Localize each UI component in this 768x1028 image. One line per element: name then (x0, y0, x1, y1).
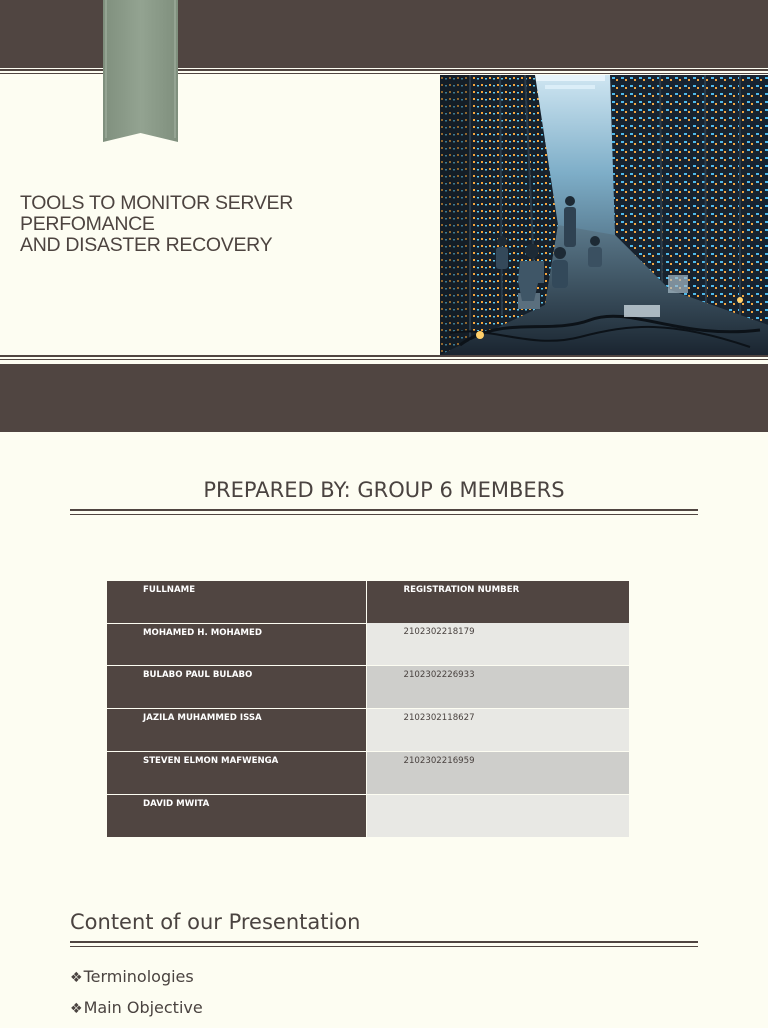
contents-rule (70, 941, 698, 943)
slide-title-line-1: TOOLS TO MONITOR SERVER PERFOMANCE (20, 192, 294, 235)
member-name: STEVEN ELMON MAFWENGA (107, 752, 366, 795)
table-row (107, 752, 629, 795)
slide-title (20, 193, 430, 256)
list-item (70, 997, 203, 1028)
list-item-label: Terminologies (83, 967, 194, 986)
slide-title-line-2: AND DISASTER RECOVERY (20, 234, 273, 256)
member-registration-number (366, 795, 629, 838)
table-header-row (107, 581, 629, 623)
bookmark-ribbon (103, 0, 178, 142)
contents-heading: Content of our Presentation (70, 910, 361, 934)
bottom-header-band (0, 364, 768, 432)
member-registration-number: 2102302216959 (366, 752, 629, 795)
diamond-bullet-icon: ❖ (70, 970, 83, 986)
server-room-photo (440, 75, 768, 355)
member-registration-number: 2102302118627 (366, 709, 629, 752)
registration-number-column-header: REGISTRATION NUMBER (366, 581, 629, 623)
contents-list (70, 966, 203, 1028)
table-row (107, 666, 629, 709)
table-row (107, 795, 629, 838)
member-name: DAVID MWITA (107, 795, 366, 838)
member-registration-number: 2102302226933 (366, 666, 629, 709)
member-name: MOHAMED H. MOHAMED (107, 623, 366, 666)
prepared-by-heading: PREPARED BY: GROUP 6 MEMBERS (203, 478, 565, 502)
bottom-divider-line (0, 355, 768, 357)
list-item-label: Main Objective (83, 998, 203, 1017)
group-members-table (107, 581, 629, 838)
member-name: BULABO PAUL BULABO (107, 666, 366, 709)
diamond-bullet-icon: ❖ (70, 1001, 83, 1017)
table-row (107, 709, 629, 752)
prepared-by-rule (70, 509, 698, 511)
table-row (107, 623, 629, 666)
bottom-divider-line-thin (0, 359, 768, 360)
prepared-by-rule-thin (70, 514, 698, 515)
contents-rule-thin (70, 946, 698, 947)
list-item (70, 966, 203, 997)
member-name: JAZILA MUHAMMED ISSA (107, 709, 366, 752)
fullname-column-header: FULLNAME (107, 581, 366, 623)
member-registration-number: 2102302218179 (366, 623, 629, 666)
